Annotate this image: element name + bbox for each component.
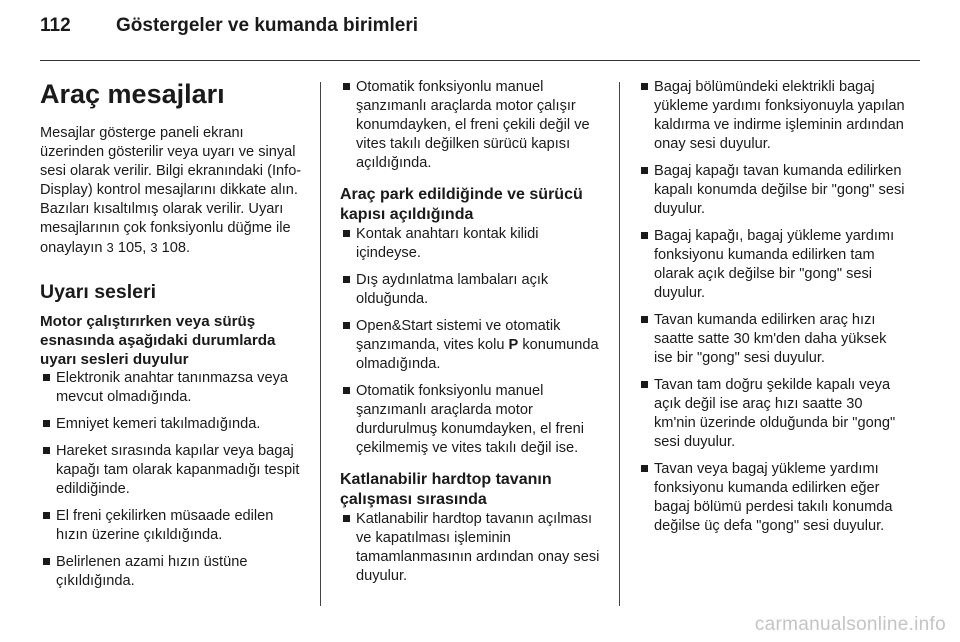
chapter-title: Göstergeler ve kumanda birimleri	[116, 15, 419, 36]
list-item: Tavan kumanda edilirken araç hızı saatte satte 30 km'den daha yüksek ise bir "gong" sesi duyulur.	[638, 311, 906, 368]
page-number: 112	[40, 15, 71, 36]
list-item: Otomatik fonksiyonlu manuel şanzımanlı araçlarda motor çalışır konumdayken, el freni çekili değil ve vites takılı değilken sürücü kapısı açıldığında.	[340, 78, 606, 173]
list-item: Emniyet kemeri takılmadığında.	[40, 415, 302, 434]
column-3	[638, 78, 906, 544]
subsubsection-title: Motor çalıştırırken veya sürüş esnasında aşağıdaki durumlarda uyarı sesleri duyulur	[40, 313, 276, 368]
column-divider	[619, 82, 620, 606]
list-item: El freni çekilirken müsaade edilen hızın üzerine çıkıldığında.	[40, 507, 302, 545]
list-item: Dış aydınlatma lambaları açık olduğunda.	[340, 271, 606, 309]
page-ref-arrow-icon: 3	[106, 240, 114, 255]
gear-letter: P	[508, 337, 519, 353]
bullet-list	[40, 369, 302, 591]
subsection-title: Araç park edildiğinde ve sürücü kapısı açıldığında	[340, 186, 583, 223]
column-1	[40, 78, 302, 599]
list-item: Belirlenen azami hızın üstüne çıkıldığında.	[40, 553, 302, 591]
list-item: Bagaj kapağı tavan kumanda edilirken kapalı konumda değilse bir "gong" sesi duyulur.	[638, 162, 906, 219]
bullet-list	[340, 510, 606, 586]
list-item: Katlanabilir hardtop tavanın açılması ve kapatılması işleminin tamamlanmasının ardından onay sesi duyulur.	[340, 510, 606, 586]
section-title: Araç mesajları	[40, 79, 225, 109]
list-item: Otomatik fonksiyonlu manuel şanzımanlı araçlarda motor durdurulmuş konumdayken, el freni çekilmemiş ve vites takılı değil ise.	[340, 382, 606, 458]
list-item: Hareket sırasında kapılar veya bagaj kapağı tam olarak kapanmadığı tespit edildiğinde.	[40, 442, 302, 499]
column-divider	[320, 82, 321, 606]
item-text: Open&Start sistemi ve otomatik şanzımanda, vites kolu	[356, 318, 561, 353]
subsection-title: Uyarı sesleri	[40, 281, 157, 303]
list-item: Elektronik anahtar tanınmazsa veya mevcut olmadığında.	[40, 369, 302, 407]
bullet-list	[340, 78, 606, 173]
column-2	[340, 78, 606, 594]
list-item: Bagaj kapağı, bagaj yükleme yardımı fonksiyonu kumanda edilirken tam olarak açık değilse bir "gong" sesi duyulur.	[638, 227, 906, 303]
intro-paragraph	[40, 124, 302, 258]
intro-text: Mesajlar gösterge paneli ekranı üzerinden gösterilir veya uyarı ve sinyal sesi olarak verilir. Bilgi ekranındaki (Info-Display) kontrol mesajlarını dikkate alın. Bazıları kısaltılmış olarak verilir. Uyarı mesajlarının çok fonksiyonlu düğme ile onaylayın	[40, 125, 302, 256]
page-ref-link[interactable]: 108.	[161, 240, 191, 256]
list-item: Bagaj bölümündeki elektrikli bagaj yükleme yardımı fonksiyonuyla yapılan kaldırma ve indirme işleminin ardından onay sesi duyulur.	[638, 78, 906, 154]
subsection-title: Katlanabilir hardtop tavanın çalışması sırasında	[340, 471, 552, 508]
page-header	[40, 14, 920, 38]
page-ref-link[interactable]: 105,	[117, 240, 147, 256]
bullet-list	[638, 78, 906, 536]
bullet-list	[340, 225, 606, 458]
list-item: Tavan tam doğru şekilde kapalı veya açık değil ise araç hızı saatte 30 km'nin üzerinde olduğunda bir "gong" sesi duyulur.	[638, 376, 906, 452]
item-text: konumunda olmadığında.	[356, 337, 599, 372]
list-item	[340, 317, 606, 374]
header-rule	[40, 60, 920, 61]
list-item: Tavan veya bagaj yükleme yardımı fonksiyonu kumanda edilirken eğer bagaj bölümü perdesi takılı konumda değilse üç defa "gong" sesi duyulur.	[638, 460, 906, 536]
watermark-text: carmanualsonline.info	[754, 614, 946, 635]
list-item: Kontak anahtarı kontak kilidi içindeyse.	[340, 225, 606, 263]
page-ref-arrow-icon: 3	[150, 240, 158, 255]
